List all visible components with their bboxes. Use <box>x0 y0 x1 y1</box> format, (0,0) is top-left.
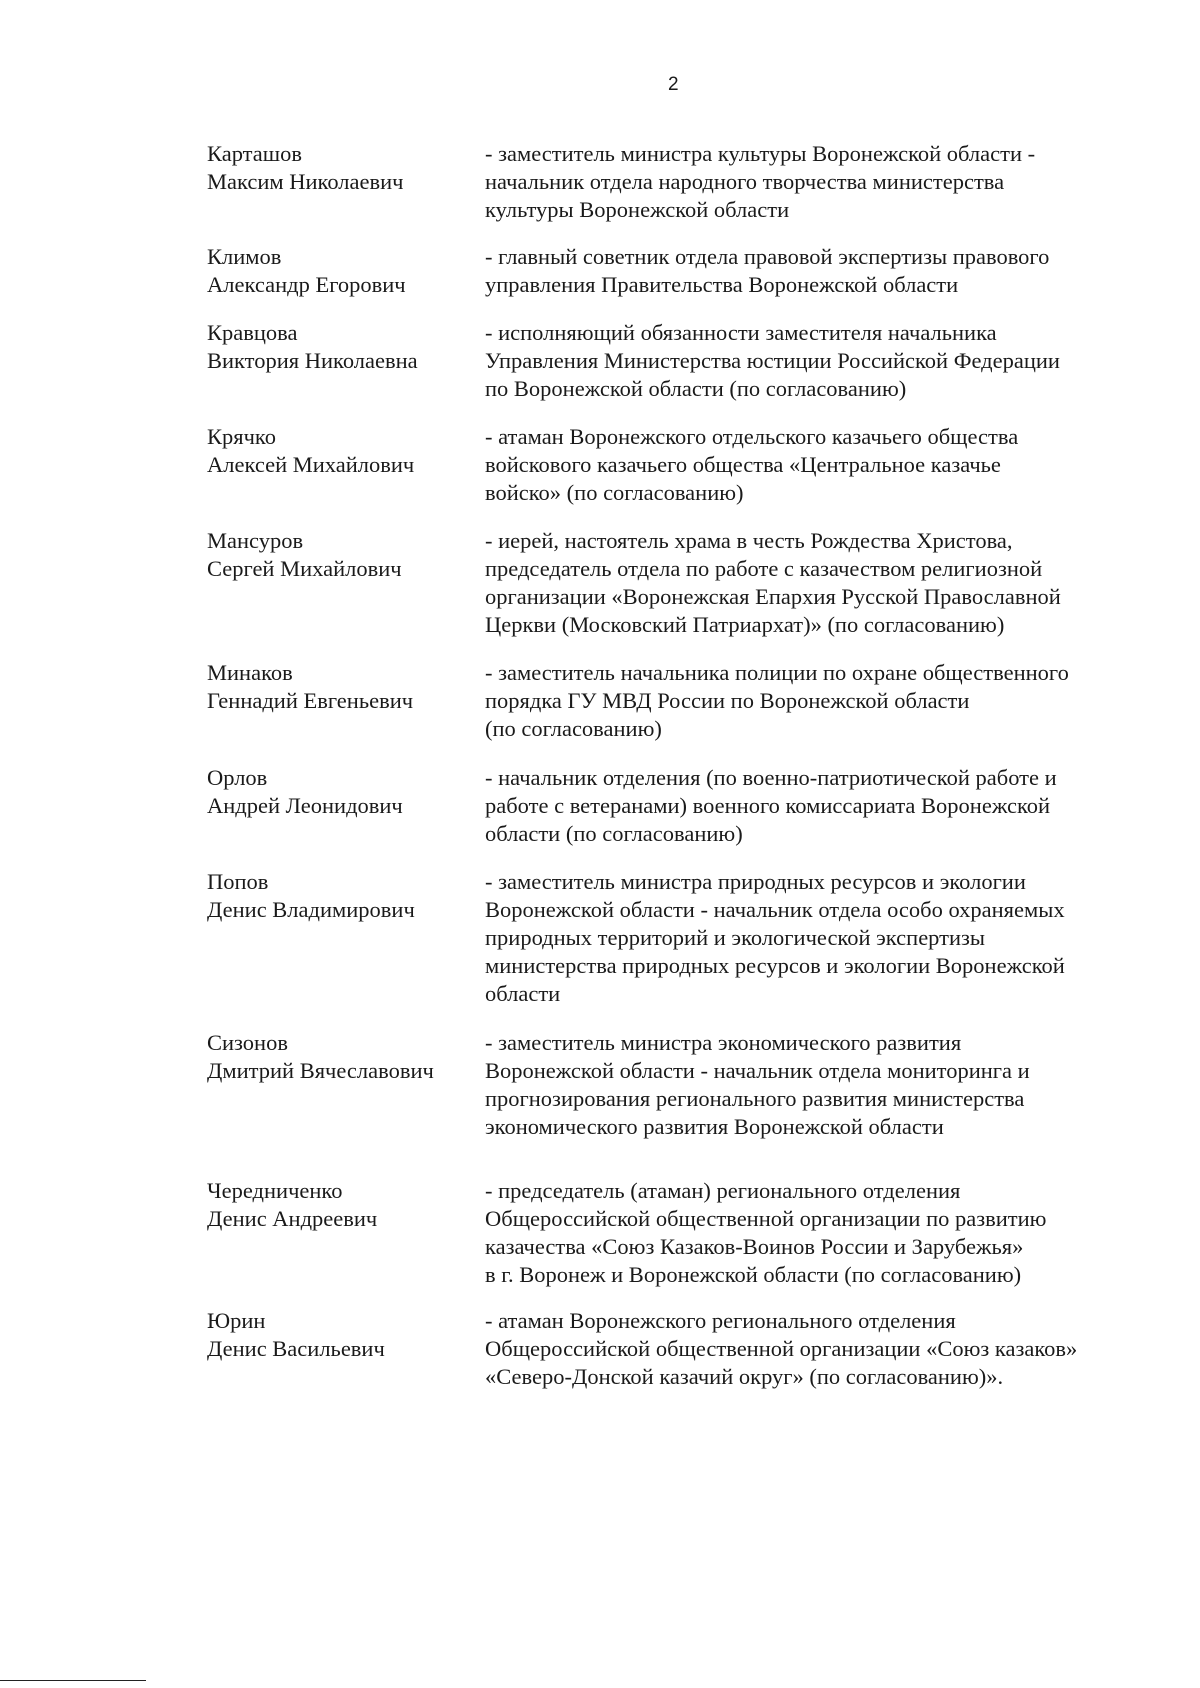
footer-rule <box>0 1680 146 1681</box>
description-line: - заместитель министра экономического развития <box>485 1030 962 1055</box>
surname: Климов <box>207 244 282 269</box>
description-line: Общероссийской общественной организации «Союз казаков» <box>485 1336 1078 1361</box>
description-line: - заместитель министра природных ресурсов и экологии <box>485 869 1026 894</box>
position-description <box>485 319 1135 403</box>
description-line: войскового казачьего общества «Центральное казачье <box>485 452 1001 477</box>
position-description <box>485 659 1135 743</box>
surname: Минаков <box>207 660 293 685</box>
person-name <box>207 319 477 375</box>
surname: Карташов <box>207 141 302 166</box>
position-description <box>485 140 1135 224</box>
person-name <box>207 1307 477 1363</box>
given-names: Дмитрий Вячеславович <box>207 1058 434 1083</box>
person-name <box>207 659 477 715</box>
description-line: «Северо-Донской казачий округ» (по согласованию)». <box>485 1364 1004 1389</box>
given-names: Александр Егорович <box>207 272 406 297</box>
description-line: Общероссийской общественной организации по развитию <box>485 1206 1047 1231</box>
description-line: - атаман Воронежского регионального отделения <box>485 1308 956 1333</box>
description-line: по Воронежской области (по согласованию) <box>485 376 907 401</box>
position-description <box>485 527 1135 639</box>
description-line: области <box>485 981 561 1006</box>
description-line: председатель отдела по работе с казачеством религиозной <box>485 556 1043 581</box>
surname: Крячко <box>207 424 276 449</box>
description-line: - атаман Воронежского отдельского казачьего общества <box>485 424 1019 449</box>
description-line: - председатель (атаман) регионального отделения <box>485 1178 961 1203</box>
description-line: Церкви (Московский Патриархат)» (по согласованию) <box>485 612 1005 637</box>
position-description <box>485 868 1135 1008</box>
description-line: в г. Воронеж и Воронежской области (по согласованию) <box>485 1262 1022 1287</box>
position-description <box>485 1029 1135 1141</box>
person-name <box>207 527 477 583</box>
description-line: - заместитель начальника полиции по охране общественного <box>485 660 1069 685</box>
given-names: Сергей Михайлович <box>207 556 402 581</box>
description-line: работе с ветеранами) военного комиссариата Воронежской <box>485 793 1051 818</box>
person-name <box>207 243 477 299</box>
person-name <box>207 423 477 479</box>
position-description <box>485 1177 1135 1289</box>
person-name <box>207 140 477 196</box>
given-names: Денис Владимирович <box>207 897 415 922</box>
description-line: Воронежской области - начальник отдела мониторинга и <box>485 1058 1030 1083</box>
position-description <box>485 243 1135 299</box>
person-name <box>207 868 477 924</box>
given-names: Денис Васильевич <box>207 1336 385 1361</box>
description-line: - иерей, настоятель храма в честь Рождества Христова, <box>485 528 1013 553</box>
surname: Юрин <box>207 1308 266 1333</box>
description-line: - исполняющий обязанности заместителя начальника <box>485 320 997 345</box>
description-line: войско» (по согласованию) <box>485 480 744 505</box>
description-line: культуры Воронежской области <box>485 197 790 222</box>
position-description <box>485 423 1135 507</box>
description-line: Воронежской области - начальник отдела особо охраняемых <box>485 897 1065 922</box>
description-line: организации «Воронежская Епархия Русской Православной <box>485 584 1061 609</box>
person-name <box>207 1177 477 1233</box>
given-names: Денис Андреевич <box>207 1206 378 1231</box>
person-name <box>207 1029 477 1085</box>
given-names: Максим Николаевич <box>207 169 404 194</box>
description-line: порядка ГУ МВД России по Воронежской области <box>485 688 970 713</box>
surname: Кравцова <box>207 320 298 345</box>
given-names: Геннадий Евгеньевич <box>207 688 414 713</box>
description-line: управления Правительства Воронежской области <box>485 272 959 297</box>
surname: Мансуров <box>207 528 304 553</box>
description-line: начальник отдела народного творчества министерства <box>485 169 1005 194</box>
description-line: - заместитель министра культуры Воронежской области - <box>485 141 1036 166</box>
description-line: - главный советник отдела правовой экспертизы правового <box>485 244 1050 269</box>
description-line: (по согласованию) <box>485 716 662 741</box>
page-number: 2 <box>668 74 679 95</box>
given-names: Андрей Леонидович <box>207 793 403 818</box>
description-line: казачества «Союз Казаков-Воинов России и Зарубежья» <box>485 1234 1024 1259</box>
description-line: области (по согласованию) <box>485 821 743 846</box>
given-names: Алексей Михайлович <box>207 452 415 477</box>
description-line: экономического развития Воронежской области <box>485 1114 944 1139</box>
position-description <box>485 764 1135 848</box>
description-line: Управления Министерства юстиции Российской Федерации <box>485 348 1060 373</box>
surname: Чередниченко <box>207 1178 343 1203</box>
description-line: прогнозирования регионального развития министерства <box>485 1086 1025 1111</box>
description-line: природных территорий и экологической экспертизы <box>485 925 986 950</box>
person-name <box>207 764 477 820</box>
surname: Попов <box>207 869 269 894</box>
surname: Сизонов <box>207 1030 288 1055</box>
description-line: - начальник отделения (по военно-патриотической работе и <box>485 765 1057 790</box>
surname: Орлов <box>207 765 268 790</box>
position-description <box>485 1307 1135 1391</box>
given-names: Виктория Николаевна <box>207 348 418 373</box>
description-line: министерства природных ресурсов и экологии Воронежской <box>485 953 1065 978</box>
